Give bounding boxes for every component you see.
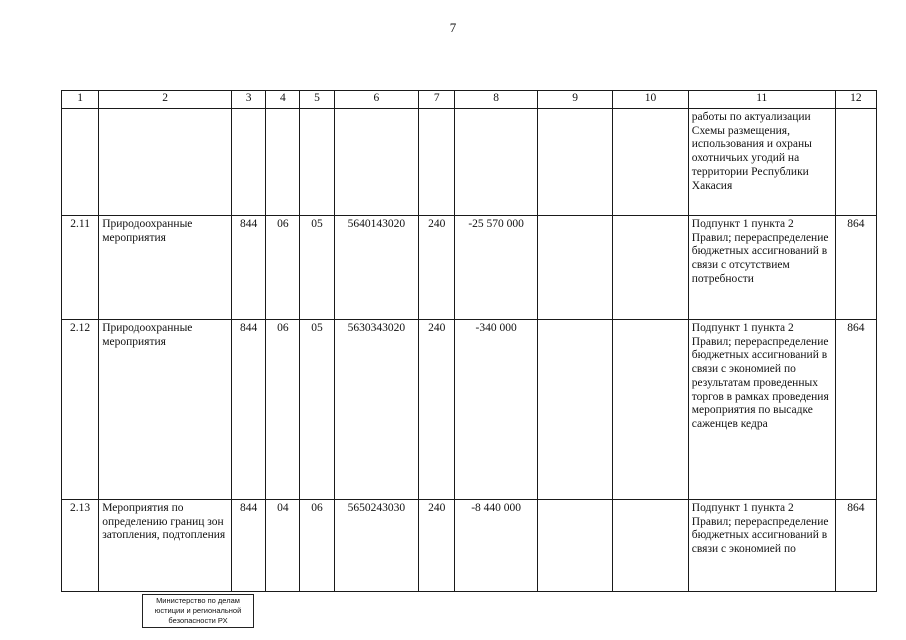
row-number: 2.12 [62, 320, 99, 500]
col-header: 3 [232, 91, 266, 109]
table-row [62, 216, 877, 320]
col-header: 1 [62, 91, 99, 109]
row-col3: 844 [232, 320, 266, 500]
row-name: Мероприятия по определению границ зон затопления, подтопления [99, 500, 232, 592]
row-col12: 864 [835, 320, 876, 500]
ministry-stamp [142, 594, 254, 628]
col-header: 5 [300, 91, 334, 109]
row-col4: 06 [266, 216, 300, 320]
row-col10 [613, 320, 688, 500]
row-col12: 864 [835, 500, 876, 592]
row-col10 [613, 216, 688, 320]
row-col3: 844 [232, 216, 266, 320]
col-header: 12 [835, 91, 876, 109]
stamp-line: Министерство по делам [156, 596, 240, 605]
row-amount: -340 000 [455, 320, 538, 500]
table-row [62, 320, 877, 500]
table-row-continuation [62, 109, 877, 216]
col-header: 7 [419, 91, 455, 109]
row-col5: 06 [300, 500, 334, 592]
justification-cell: Подпункт 1 пункта 2 Правил; перераспределение бюджетных ассигнований в связи с экономией по [688, 500, 835, 592]
justification-cell: Подпункт 1 пункта 2 Правил; перераспределение бюджетных ассигнований в связи с отсутствием потребности [688, 216, 835, 320]
row-col10 [613, 500, 688, 592]
row-col5: 05 [300, 320, 334, 500]
row-col7: 240 [419, 216, 455, 320]
appropriations-table [61, 90, 877, 592]
col-header: 8 [455, 91, 538, 109]
row-col6: 5650243030 [334, 500, 419, 592]
col-header: 9 [537, 91, 612, 109]
row-col5: 05 [300, 216, 334, 320]
col-header: 6 [334, 91, 419, 109]
col-header: 2 [99, 91, 232, 109]
row-col9 [537, 216, 612, 320]
table-row [62, 500, 877, 592]
row-col3: 844 [232, 500, 266, 592]
column-number-row [62, 91, 877, 109]
justification-cell: Подпункт 1 пункта 2 Правил; перераспределение бюджетных ассигнований в связи с экономией по результатам проведенных торгов в рамках проведения мероприятия по высадке саженцев кедра [688, 320, 835, 500]
col-header: 4 [266, 91, 300, 109]
stamp-line: юстиции и региональной [154, 606, 242, 615]
row-amount: -25 570 000 [455, 216, 538, 320]
row-number: 2.13 [62, 500, 99, 592]
col-header: 11 [688, 91, 835, 109]
justification-cell: работы по актуализации Схемы размещения, использования и охраны охотничьих угодий на территории Республики Хакасия [688, 109, 835, 216]
row-col9 [537, 500, 612, 592]
stamp-line: безопасности РХ [168, 616, 228, 625]
page-number: 7 [449, 20, 457, 35]
row-col6: 5630343020 [334, 320, 419, 500]
row-number: 2.11 [62, 216, 99, 320]
row-col7: 240 [419, 500, 455, 592]
row-name: Природоохранные мероприятия [99, 320, 232, 500]
col-header: 10 [613, 91, 688, 109]
row-name: Природоохранные мероприятия [99, 216, 232, 320]
row-amount: -8 440 000 [455, 500, 538, 592]
row-col4: 04 [266, 500, 300, 592]
row-col12: 864 [835, 216, 876, 320]
row-col4: 06 [266, 320, 300, 500]
row-col6: 5640143020 [334, 216, 419, 320]
row-col7: 240 [419, 320, 455, 500]
row-col9 [537, 320, 612, 500]
